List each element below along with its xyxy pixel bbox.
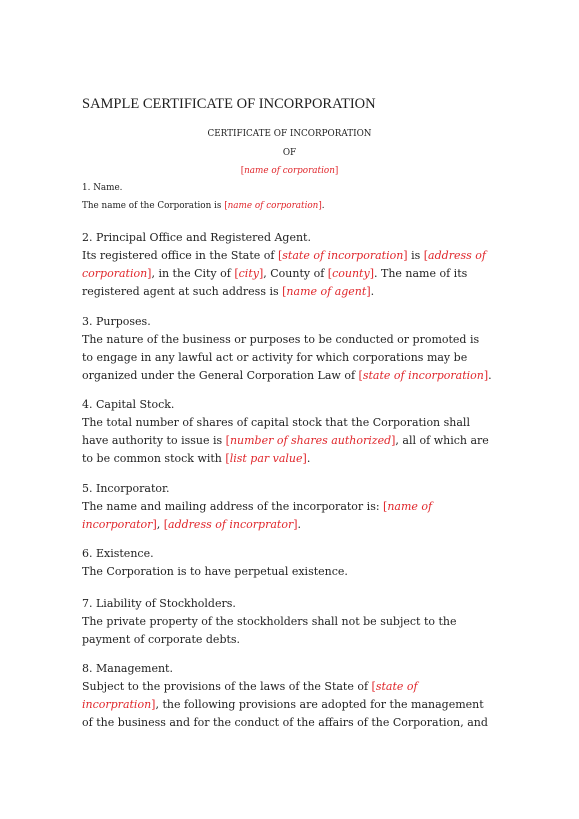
section-2-line-2: corporation], in the City of [city], County of [county]. The name of its xyxy=(82,267,468,281)
section-4 xyxy=(82,396,512,469)
section-5 xyxy=(82,480,512,534)
section-6-heading: 6. Existence. xyxy=(82,547,154,560)
section-7-heading: 7. Liability of Stockholders. xyxy=(82,597,236,610)
placeholder-address: address of xyxy=(428,249,486,262)
placeholder-name-of-corporation: name of corporation xyxy=(227,201,319,211)
section-1-heading: 1. Name. xyxy=(82,183,123,193)
section-2-line-1: Its registered office in the State of [state of incorporation] is [address of xyxy=(82,249,486,262)
section-7 xyxy=(82,595,512,649)
section-5-line-2: incorporator], [address of incorprator]. xyxy=(82,518,302,532)
section-3-heading: 3. Purposes. xyxy=(82,315,151,328)
section-3-line-1: The nature of the business or purposes to be conducted or promoted is xyxy=(82,333,480,346)
placeholder-agent: name of agent xyxy=(286,285,367,299)
placeholder-county: county xyxy=(332,267,370,281)
section-7-line-1: The private property of the stockholders shall not be subject to the xyxy=(82,615,457,628)
section-4-line-1: The total number of shares of capital stock that the Corporation shall xyxy=(82,416,470,429)
placeholder-state: state of incorporation xyxy=(362,369,484,383)
section-2-heading: 2. Principal Office and Registered Agent. xyxy=(82,231,311,244)
certificate-corp-name: [name of corporation] xyxy=(240,166,339,176)
certificate-heading: CERTIFICATE OF INCORPORATION xyxy=(207,129,372,139)
placeholder-incorporator-address: address of incorprator xyxy=(168,518,294,532)
placeholder-par-value: list par value xyxy=(229,452,303,466)
section-8-line-1: Subject to the provisions of the laws of the State of [state of xyxy=(82,680,418,693)
placeholder-state: state of incorporation xyxy=(282,249,404,262)
section-8 xyxy=(82,660,512,733)
placeholder-shares: number of shares authorized xyxy=(229,434,392,448)
document-title: SAMPLE CERTIFICATE OF INCORPORATION xyxy=(82,96,376,112)
section-7-line-2: payment of corporate debts. xyxy=(82,633,241,647)
section-2 xyxy=(82,229,512,302)
placeholder-name-of-corporation: name of corporation xyxy=(244,166,335,176)
section-6 xyxy=(82,545,512,581)
section-3 xyxy=(82,313,512,386)
section-8-heading: 8. Management. xyxy=(82,662,173,675)
section-4-line-2: have authority to issue is [number of shares authorized], all of which are xyxy=(82,434,489,448)
section-2-line-3: registered agent at such address is [name of agent]. xyxy=(82,285,375,299)
section-5-heading: 5. Incorporator. xyxy=(82,482,170,495)
section-8-line-2: incorpration], the following provisions are adopted for the management xyxy=(82,698,484,712)
certificate-of: OF xyxy=(282,148,297,158)
section-3-line-3: organized under the General Corporation Law of [state of incorporation]. xyxy=(82,369,492,383)
section-8-line-3: of the business and for the conduct of the affairs of the Corporation, and xyxy=(82,716,488,730)
placeholder-state: state of xyxy=(375,680,418,693)
section-1-text: The name of the Corporation is [name of corporation]. xyxy=(82,201,325,211)
section-3-line-2: to engage in any lawful act or activity for which corporations may be xyxy=(82,351,468,365)
section-4-line-3: to be common stock with [list par value]. xyxy=(82,452,311,466)
section-6-line-1: The Corporation is to have perpetual existence. xyxy=(82,565,348,578)
placeholder-incorporator-name: name of xyxy=(387,500,433,513)
section-4-heading: 4. Capital Stock. xyxy=(82,398,175,411)
placeholder-city: city xyxy=(238,267,259,281)
section-5-line-1: The name and mailing address of the incorporator is: [name of xyxy=(82,500,433,513)
